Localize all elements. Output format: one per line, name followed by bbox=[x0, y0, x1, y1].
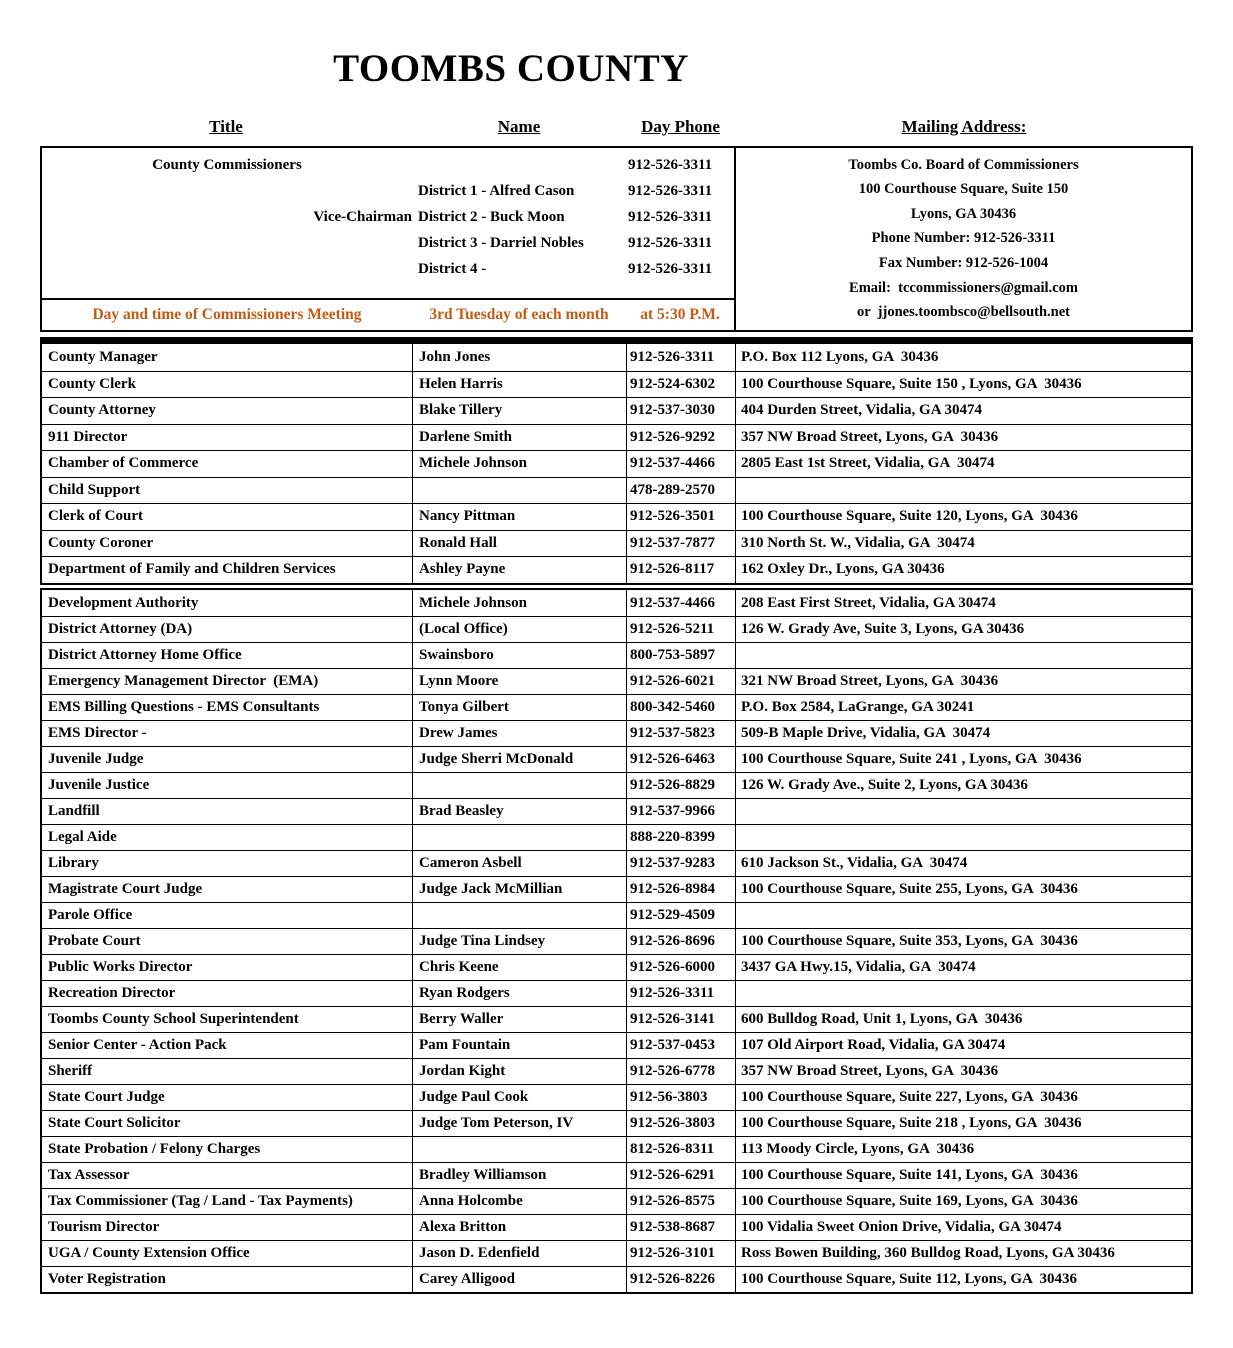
mailing-line: Lyons, GA 30436 bbox=[910, 205, 1017, 222]
cell-name: Berry Waller bbox=[412, 1007, 626, 1032]
cell-name bbox=[412, 478, 626, 504]
cell-title: Development Authority bbox=[48, 594, 199, 611]
cell-day-phone: 912-538-8687 bbox=[626, 1215, 735, 1240]
cell-mailing-address bbox=[735, 643, 1191, 668]
cell-title: Child Support bbox=[48, 481, 141, 498]
commissioner-label: District 2 - Buck Moon bbox=[418, 209, 565, 225]
cell-mailing-address: 100 Courthouse Square, Suite 218 , Lyons, GA 30436 bbox=[735, 1111, 1191, 1136]
cell-mailing-address bbox=[735, 903, 1191, 928]
table-row bbox=[42, 876, 1191, 902]
commissioner-row bbox=[42, 256, 734, 282]
table-row bbox=[42, 556, 1191, 583]
commissioner-phone: 912-526-3311 bbox=[628, 261, 713, 277]
table-row bbox=[42, 694, 1191, 720]
cell-name: Judge Tom Peterson, IV bbox=[412, 1111, 626, 1136]
table-row bbox=[42, 397, 1191, 424]
commissioner-prefix bbox=[42, 178, 412, 204]
cell-mailing-address: 126 W. Grady Ave, Suite 3, Lyons, GA 30436 bbox=[735, 617, 1191, 642]
mailing-line: 100 Courthouse Square, Suite 150 bbox=[858, 181, 1069, 198]
table-row bbox=[42, 1162, 1191, 1188]
table-row bbox=[42, 902, 1191, 928]
cell-title: Department of Family and Children Services bbox=[48, 561, 336, 578]
cell-title: County Attorney bbox=[48, 402, 156, 419]
cell-mailing-address: 100 Courthouse Square, Suite 120, Lyons, GA 30436 bbox=[735, 504, 1191, 530]
cell-mailing-address: 2805 East 1st Street, Vidalia, GA 30474 bbox=[735, 451, 1191, 477]
cell-title: Magistrate Court Judge bbox=[48, 881, 203, 897]
commissioner-prefix: Vice-Chairman bbox=[313, 209, 412, 225]
cell-title: County Coroner bbox=[48, 534, 154, 551]
cell-title: County Clerk bbox=[48, 375, 136, 392]
cell-title: Clerk of Court bbox=[48, 508, 143, 525]
cell-name: Brad Beasley bbox=[412, 799, 626, 824]
cell-mailing-address bbox=[735, 981, 1191, 1006]
cell-title: Sheriff bbox=[48, 1063, 93, 1079]
cell-mailing-address: 113 Moody Circle, Lyons, GA 30436 bbox=[735, 1137, 1191, 1162]
cell-name: Nancy Pittman bbox=[412, 504, 626, 530]
cell-day-phone: 912-526-6778 bbox=[626, 1059, 735, 1084]
cell-day-phone: 912-537-9966 bbox=[626, 799, 735, 824]
cell-name bbox=[412, 1137, 626, 1162]
table-row bbox=[42, 668, 1191, 694]
table-row bbox=[42, 1084, 1191, 1110]
cell-name: Blake Tillery bbox=[412, 398, 626, 424]
cell-mailing-address: 310 North St. W., Vidalia, GA 30474 bbox=[735, 531, 1191, 557]
cell-title: Probate Court bbox=[48, 933, 141, 949]
table-row bbox=[42, 530, 1191, 557]
cell-name: Michele Johnson bbox=[412, 451, 626, 477]
cell-day-phone: 912-537-4466 bbox=[626, 451, 735, 477]
cell-day-phone: 912-526-8117 bbox=[626, 557, 735, 583]
cell-day-phone: 812-526-8311 bbox=[626, 1137, 735, 1162]
cell-day-phone: 912-529-4509 bbox=[626, 903, 735, 928]
cell-mailing-address: 357 NW Broad Street, Lyons, GA 30436 bbox=[735, 425, 1191, 451]
table-row bbox=[42, 850, 1191, 876]
cell-day-phone: 912-537-9283 bbox=[626, 851, 735, 876]
table-row bbox=[42, 824, 1191, 850]
table-row bbox=[42, 928, 1191, 954]
cell-title: Juvenile Judge bbox=[48, 751, 144, 767]
mailing-line: Toombs Co. Board of Commissioners bbox=[848, 156, 1079, 173]
cell-day-phone: 912-526-8696 bbox=[626, 929, 735, 954]
column-header-name: Name bbox=[497, 117, 541, 136]
cell-name bbox=[412, 773, 626, 798]
cell-day-phone: 912-537-3030 bbox=[626, 398, 735, 424]
cell-title: UGA / County Extension Office bbox=[48, 1245, 250, 1261]
cell-day-phone: 912-526-8575 bbox=[626, 1189, 735, 1214]
table-row bbox=[42, 344, 1191, 371]
cell-mailing-address: P.O. Box 112 Lyons, GA 30436 bbox=[735, 344, 1191, 371]
column-header-mailing-address: Mailing Address: bbox=[901, 117, 1027, 136]
cell-day-phone: 478-289-2570 bbox=[626, 478, 735, 504]
cell-day-phone: 912-526-6000 bbox=[626, 955, 735, 980]
cell-mailing-address: 208 East First Street, Vidalia, GA 30474 bbox=[735, 590, 1191, 616]
commissioner-label: District 1 - Alfred Cason bbox=[418, 183, 575, 199]
cell-day-phone: 912-56-3803 bbox=[626, 1085, 735, 1110]
cell-mailing-address: 107 Old Airport Road, Vidalia, GA 30474 bbox=[735, 1033, 1191, 1058]
cell-name: John Jones bbox=[412, 344, 626, 371]
cell-title: State Court Solicitor bbox=[48, 1115, 181, 1131]
cell-name: Judge Sherri McDonald bbox=[412, 747, 626, 772]
commissioners-box bbox=[40, 146, 735, 332]
table-row bbox=[42, 980, 1191, 1006]
cell-mailing-address: 404 Durden Street, Vidalia, GA 30474 bbox=[735, 398, 1191, 424]
cell-name: Darlene Smith bbox=[412, 425, 626, 451]
cell-name: Swainsboro bbox=[412, 643, 626, 668]
table-row bbox=[42, 1110, 1191, 1136]
cell-title: EMS Director - bbox=[48, 725, 147, 741]
table-row bbox=[42, 371, 1191, 398]
cell-name bbox=[412, 903, 626, 928]
cell-title: 911 Director bbox=[48, 428, 128, 445]
cell-mailing-address: 357 NW Broad Street, Lyons, GA 30436 bbox=[735, 1059, 1191, 1084]
commissioner-phone: 912-526-3311 bbox=[628, 235, 713, 251]
table-row bbox=[42, 1136, 1191, 1162]
cell-day-phone: 912-526-5211 bbox=[626, 617, 735, 642]
mailing-line: Phone Number: 912-526-3311 bbox=[871, 230, 1056, 247]
cell-day-phone: 800-753-5897 bbox=[626, 643, 735, 668]
cell-title: District Attorney Home Office bbox=[48, 647, 242, 663]
cell-day-phone: 912-526-3311 bbox=[626, 344, 735, 371]
table-row bbox=[42, 424, 1191, 451]
cell-title: Recreation Director bbox=[48, 985, 176, 1001]
table-row bbox=[42, 1006, 1191, 1032]
cell-name: Michele Johnson bbox=[412, 590, 626, 616]
cell-title: State Probation / Felony Charges bbox=[48, 1141, 261, 1157]
cell-mailing-address bbox=[735, 478, 1191, 504]
commissioner-prefix bbox=[42, 230, 412, 256]
cell-mailing-address: 600 Bulldog Road, Unit 1, Lyons, GA 30436 bbox=[735, 1007, 1191, 1032]
table-row bbox=[42, 746, 1191, 772]
commissioner-label: District 3 - Darriel Nobles bbox=[418, 235, 584, 251]
cell-day-phone: 912-526-3501 bbox=[626, 504, 735, 530]
cell-title: Toombs County School Superintendent bbox=[48, 1011, 299, 1027]
cell-title: Tax Commissioner (Tag / Land - Tax Payments) bbox=[48, 1193, 353, 1209]
cell-title: Emergency Management Director (EMA) bbox=[48, 673, 319, 689]
cell-name: Cameron Asbell bbox=[412, 851, 626, 876]
cell-day-phone: 912-524-6302 bbox=[626, 372, 735, 398]
table-row bbox=[42, 616, 1191, 642]
cell-mailing-address: 100 Courthouse Square, Suite 353, Lyons, GA 30436 bbox=[735, 929, 1191, 954]
table-row bbox=[42, 1240, 1191, 1266]
cell-name bbox=[412, 825, 626, 850]
table-row bbox=[42, 1032, 1191, 1058]
cell-mailing-address bbox=[735, 799, 1191, 824]
table-row bbox=[42, 1058, 1191, 1084]
cell-mailing-address: 162 Oxley Dr., Lyons, GA 30436 bbox=[735, 557, 1191, 583]
cell-mailing-address: 100 Courthouse Square, Suite 169, Lyons, GA 30436 bbox=[735, 1189, 1191, 1214]
cell-title: Senior Center - Action Pack bbox=[48, 1037, 227, 1053]
cell-day-phone: 912-526-3141 bbox=[626, 1007, 735, 1032]
column-header-title: Title bbox=[209, 117, 243, 136]
commissioner-label: District 4 - bbox=[418, 261, 487, 277]
cell-title: Library bbox=[48, 855, 99, 871]
mailing-line: Email: tccommissioners@gmail.com bbox=[849, 279, 1078, 296]
cell-day-phone: 888-220-8399 bbox=[626, 825, 735, 850]
cell-title: Juvenile Justice bbox=[48, 777, 150, 793]
cell-title: Public Works Director bbox=[48, 959, 193, 975]
mailing-address-box bbox=[735, 146, 1193, 332]
cell-mailing-address: 100 Courthouse Square, Suite 227, Lyons, GA 30436 bbox=[735, 1085, 1191, 1110]
table-row bbox=[42, 450, 1191, 477]
commissioner-row bbox=[42, 204, 734, 230]
table-row bbox=[42, 1214, 1191, 1240]
cell-mailing-address: 3437 GA Hwy.15, Vidalia, GA 30474 bbox=[735, 955, 1191, 980]
cell-name: Jordan Kight bbox=[412, 1059, 626, 1084]
cell-name: Pam Fountain bbox=[412, 1033, 626, 1058]
cell-title: State Court Judge bbox=[48, 1089, 165, 1105]
cell-mailing-address: 100 Courthouse Square, Suite 141, Lyons, GA 30436 bbox=[735, 1163, 1191, 1188]
mailing-line: or jjones.toombsco@bellsouth.net bbox=[857, 304, 1070, 321]
cell-name: Chris Keene bbox=[412, 955, 626, 980]
commissioner-phone: 912-526-3311 bbox=[628, 157, 713, 173]
cell-mailing-address: 610 Jackson St., Vidalia, GA 30474 bbox=[735, 851, 1191, 876]
cell-name: Alexa Britton bbox=[412, 1215, 626, 1240]
cell-day-phone: 912-537-4466 bbox=[626, 590, 735, 616]
cell-title: Voter Registration bbox=[48, 1271, 166, 1287]
commissioner-phone: 912-526-3311 bbox=[628, 209, 713, 225]
cell-mailing-address: 100 Courthouse Square, Suite 112, Lyons, GA 30436 bbox=[735, 1267, 1191, 1292]
cell-mailing-address: 100 Courthouse Square, Suite 241 , Lyons, GA 30436 bbox=[735, 747, 1191, 772]
cell-name: Judge Paul Cook bbox=[412, 1085, 626, 1110]
cell-name: Ronald Hall bbox=[412, 531, 626, 557]
cell-title: Legal Aide bbox=[48, 829, 117, 845]
cell-mailing-address: 126 W. Grady Ave., Suite 2, Lyons, GA 30436 bbox=[735, 773, 1191, 798]
meeting-schedule: 3rd Tuesday of each month bbox=[429, 306, 609, 323]
cell-mailing-address: P.O. Box 2584, LaGrange, GA 30241 bbox=[735, 695, 1191, 720]
cell-day-phone: 912-526-9292 bbox=[626, 425, 735, 451]
cell-title: Chamber of Commerce bbox=[48, 455, 199, 472]
cell-name: Tonya Gilbert bbox=[412, 695, 626, 720]
commissioner-prefix: County Commissioners bbox=[152, 157, 302, 173]
cell-day-phone: 912-526-6021 bbox=[626, 669, 735, 694]
mailing-line: Fax Number: 912-526-1004 bbox=[878, 255, 1049, 272]
table-row bbox=[42, 798, 1191, 824]
directory-table-section-2 bbox=[40, 588, 1193, 1294]
table-row bbox=[42, 642, 1191, 668]
cell-day-phone: 912-526-6463 bbox=[626, 747, 735, 772]
directory-table-section-1 bbox=[40, 344, 1193, 585]
cell-title: Tax Assessor bbox=[48, 1167, 130, 1183]
cell-day-phone: 912-526-8829 bbox=[626, 773, 735, 798]
cell-day-phone: 912-537-0453 bbox=[626, 1033, 735, 1058]
table-row bbox=[42, 1266, 1191, 1292]
table-row bbox=[42, 590, 1191, 616]
commissioner-rows bbox=[42, 148, 734, 282]
cell-name: Drew James bbox=[412, 721, 626, 746]
table-row bbox=[42, 772, 1191, 798]
cell-day-phone: 912-526-8226 bbox=[626, 1267, 735, 1292]
cell-mailing-address: 100 Courthouse Square, Suite 150 , Lyons, GA 30436 bbox=[735, 372, 1191, 398]
cell-day-phone: 912-526-6291 bbox=[626, 1163, 735, 1188]
cell-title: County Manager bbox=[48, 348, 158, 365]
cell-mailing-address: 321 NW Broad Street, Lyons, GA 30436 bbox=[735, 669, 1191, 694]
cell-name: Jason D. Edenfield bbox=[412, 1241, 626, 1266]
cell-title: District Attorney (DA) bbox=[48, 621, 193, 637]
commissioner-phone: 912-526-3311 bbox=[628, 183, 713, 199]
cell-mailing-address: Ross Bowen Building, 360 Bulldog Road, Lyons, GA 30436 bbox=[735, 1241, 1191, 1266]
cell-name: Helen Harris bbox=[412, 372, 626, 398]
cell-name: Bradley Williamson bbox=[412, 1163, 626, 1188]
commissioner-row bbox=[42, 178, 734, 204]
page-title: TOOMBS COUNTY bbox=[333, 47, 689, 90]
cell-name: Judge Tina Lindsey bbox=[412, 929, 626, 954]
cell-day-phone: 800-342-5460 bbox=[626, 695, 735, 720]
cell-day-phone: 912-526-3101 bbox=[626, 1241, 735, 1266]
table-row bbox=[42, 477, 1191, 504]
cell-mailing-address: 509-B Maple Drive, Vidalia, GA 30474 bbox=[735, 721, 1191, 746]
commissioner-row bbox=[42, 152, 734, 178]
column-header-day-phone: Day Phone bbox=[641, 117, 720, 136]
table-row bbox=[42, 503, 1191, 530]
cell-day-phone: 912-526-3803 bbox=[626, 1111, 735, 1136]
cell-title: Landfill bbox=[48, 803, 100, 819]
cell-title: Parole Office bbox=[48, 907, 133, 923]
commissioner-prefix bbox=[42, 256, 412, 282]
meeting-time: at 5:30 P.M. bbox=[640, 306, 720, 323]
cell-name: Anna Holcombe bbox=[412, 1189, 626, 1214]
cell-day-phone: 912-537-5823 bbox=[626, 721, 735, 746]
cell-name: Ashley Payne bbox=[412, 557, 626, 583]
table-row bbox=[42, 954, 1191, 980]
cell-day-phone: 912-526-3311 bbox=[626, 981, 735, 1006]
table-row bbox=[42, 1188, 1191, 1214]
cell-day-phone: 912-526-8984 bbox=[626, 877, 735, 902]
meeting-row bbox=[42, 298, 734, 330]
cell-mailing-address: 100 Vidalia Sweet Onion Drive, Vidalia, GA 30474 bbox=[735, 1215, 1191, 1240]
cell-name: (Local Office) bbox=[412, 617, 626, 642]
cell-name: Lynn Moore bbox=[412, 669, 626, 694]
cell-mailing-address bbox=[735, 825, 1191, 850]
meeting-label: Day and time of Commissioners Meeting bbox=[92, 306, 362, 323]
cell-name: Judge Jack McMillian bbox=[412, 877, 626, 902]
cell-name: Ryan Rodgers bbox=[412, 981, 626, 1006]
cell-day-phone: 912-537-7877 bbox=[626, 531, 735, 557]
section-divider-bar bbox=[40, 337, 1193, 344]
commissioner-row bbox=[42, 230, 734, 256]
cell-name: Carey Alligood bbox=[412, 1267, 626, 1292]
commissioner-label bbox=[412, 152, 626, 178]
table-row bbox=[42, 720, 1191, 746]
cell-mailing-address: 100 Courthouse Square, Suite 255, Lyons, GA 30436 bbox=[735, 877, 1191, 902]
cell-title: Tourism Director bbox=[48, 1219, 160, 1235]
cell-title: EMS Billing Questions - EMS Consultants bbox=[48, 699, 320, 715]
